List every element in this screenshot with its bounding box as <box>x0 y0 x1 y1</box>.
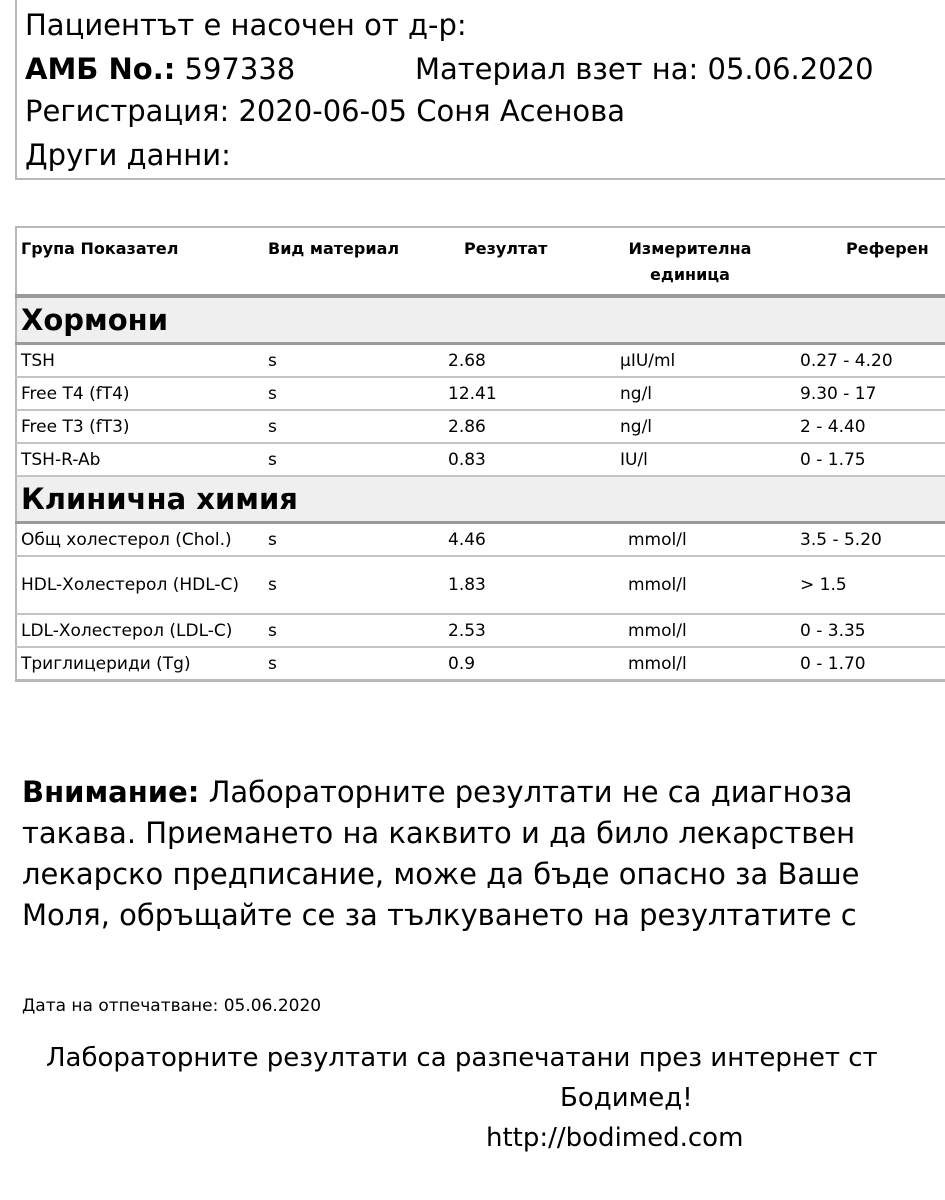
cell-ref: 0 - 1.70 <box>786 647 945 681</box>
cell-result: 12.41 <box>444 377 614 410</box>
cell-unit: ng/l <box>614 377 786 410</box>
col-header-reference: Референ <box>786 227 945 296</box>
cell-material: s <box>262 556 444 614</box>
warning-line-4: Моля, обръщайте се за тълкуването на резултатите с <box>22 898 857 932</box>
cell-ref: 9.30 - 17 <box>786 377 945 410</box>
cell-unit: IU/l <box>614 443 786 476</box>
cell-ref: > 1.5 <box>786 556 945 614</box>
table-row <box>16 523 945 557</box>
cell-name: TSH-R-Ab <box>16 443 262 476</box>
cell-result: 2.53 <box>444 614 614 647</box>
cell-ref: 0 - 1.75 <box>786 443 945 476</box>
col-header-group: Група Показател <box>16 227 262 296</box>
warning-line-1 <box>22 772 945 813</box>
print-date: Дата на отпечатване: 05.06.2020 <box>22 996 322 1016</box>
cell-material: s <box>262 410 444 443</box>
cell-unit: mmol/l <box>614 614 786 647</box>
other-label: Други данни: <box>25 138 231 172</box>
warning-text-1: Лабораторните резултати не са диагноза <box>208 775 853 809</box>
group-label: Хормони <box>16 296 945 344</box>
cell-material: s <box>262 614 444 647</box>
cell-result: 1.83 <box>444 556 614 614</box>
cell-ref: 0.27 - 4.20 <box>786 344 945 378</box>
cell-name: LDL-Холестерол (LDL-C) <box>16 614 262 647</box>
cell-unit: µIU/ml <box>614 344 786 378</box>
material-date: 05.06.2020 <box>707 52 874 86</box>
other-data <box>25 138 231 172</box>
cell-name: Общ холестерол (Chol.) <box>16 523 262 557</box>
cell-material: s <box>262 647 444 681</box>
cell-ref: 3.5 - 5.20 <box>786 523 945 557</box>
warning-line-2: такава. Приемането на каквито и да било лекарствен <box>22 816 856 850</box>
warning-line-3: лекарско предписание, може да бъде опасно за Ваше <box>22 857 860 891</box>
table-row <box>16 377 945 410</box>
table-row <box>16 614 945 647</box>
referred-label: Пациентът е насочен от д-р: <box>25 8 467 42</box>
referred-by <box>25 8 467 42</box>
table-header-row <box>16 227 945 296</box>
cell-material: s <box>262 443 444 476</box>
col-header-result: Резултат <box>444 227 614 296</box>
material-label: Материал взет на: <box>415 52 699 86</box>
cell-unit: ng/l <box>614 410 786 443</box>
table-row <box>16 410 945 443</box>
group-row-hormones <box>16 296 945 344</box>
registration-label: Регистрация: <box>25 94 230 128</box>
cell-ref: 2 - 4.40 <box>786 410 945 443</box>
cell-result: 4.46 <box>444 523 614 557</box>
amb-value: 597338 <box>184 52 296 86</box>
cell-name: Free T3 (fT3) <box>16 410 262 443</box>
table-row <box>16 556 945 614</box>
registration-value: 2020-06-05 Соня Асенова <box>238 94 626 128</box>
footer-link[interactable]: http://bodimed.com <box>486 1123 744 1153</box>
cell-result: 2.68 <box>444 344 614 378</box>
warning-notice <box>22 772 945 936</box>
table-row <box>16 344 945 378</box>
cell-unit: mmol/l <box>614 556 786 614</box>
cell-unit: mmol/l <box>614 647 786 681</box>
results-table <box>15 226 945 682</box>
footer-line-2: Бодимед! <box>560 1083 693 1113</box>
amb-number <box>25 52 295 86</box>
registration <box>25 94 625 128</box>
cell-name: Триглицериди (Tg) <box>16 647 262 681</box>
cell-result: 2.86 <box>444 410 614 443</box>
group-label: Клинична химия <box>16 476 945 523</box>
cell-ref: 0 - 3.35 <box>786 614 945 647</box>
material-taken <box>415 52 874 86</box>
cell-name: Free T4 (fT4) <box>16 377 262 410</box>
cell-material: s <box>262 344 444 378</box>
col-header-material: Вид материал <box>262 227 444 296</box>
cell-material: s <box>262 377 444 410</box>
table-row <box>16 443 945 476</box>
group-row-clinical-chemistry <box>16 476 945 523</box>
cell-name: HDL-Холестерол (HDL-C) <box>16 556 262 614</box>
cell-result: 0.83 <box>444 443 614 476</box>
table-row <box>16 647 945 681</box>
amb-label: АМБ No.: <box>25 52 176 86</box>
cell-material: s <box>262 523 444 557</box>
cell-unit: mmol/l <box>614 523 786 557</box>
cell-result: 0.9 <box>444 647 614 681</box>
col-header-unit: Измерителна единица <box>614 227 786 296</box>
footer-line-1: Лабораторните резултати са разпечатани през интернет ст <box>46 1043 878 1073</box>
warning-label: Внимание: <box>22 775 200 809</box>
cell-name: TSH <box>16 344 262 378</box>
